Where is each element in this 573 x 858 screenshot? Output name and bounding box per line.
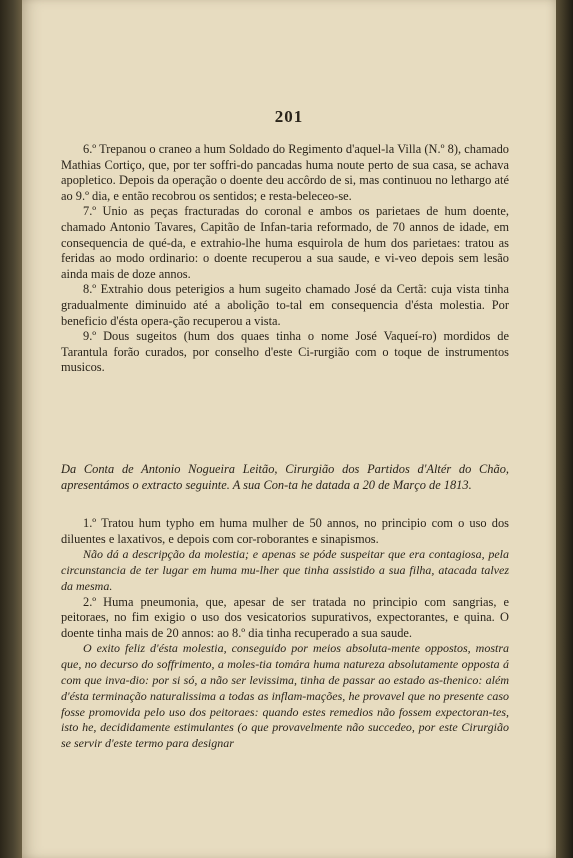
case-8-paragraph: 8.º Extrahio dous peterigios a hum sugeito chamado José da Certã: cuja vista tinha gradualmente diminuido até a abolição to-tal em consequencia d'ésta molestia. Por beneficio d'ésta opera-ção recuperou a vista. — [61, 282, 509, 328]
book-gutter — [0, 0, 22, 858]
report-note-1: Não dá a descripção da molestia; e apenas se póde suspeitar que era contagiosa, pela circunstancia de ter lugar em huma mu-lher que tinha assistido a sua filha, atacada talvez da mesma. — [61, 547, 509, 593]
report-case-1-paragraph: 1.º Tratou hum typho em huma mulher de 50 annos, no principio com o uso dos diluentes e laxativos, e depois com cor-roborantes e sinapismos. — [61, 516, 509, 546]
case-list-section — [61, 142, 509, 376]
book-page — [22, 0, 556, 858]
case-9-paragraph: 9.º Dous sugeitos (hum dos quaes tinha o nome José Vaqueí-ro) mordidos de Tarantula forão curados, por conselho d'este Ci-rurgião com o toque de instrumentos musicos. — [61, 329, 509, 375]
report-case-2-paragraph: 2.º Huma pneumonia, que, apesar de ser tratada no principio com sangrias, e peitoraes, no fim exigio o uso dos vesicatorios supurativos, expectorantes, e quina. O doente tinha mais de 20 annos: ao 8.º dia tinha recuperado a sua saude. — [61, 594, 509, 640]
case-6-paragraph: 6.º Trepanou o craneo a hum Soldado do Regimento d'aquel-la Villa (N.º 8), chamado Mathias Cortiço, que, por ter soffri-do pancadas huma noute perto de sua casa, se achava apopletico. Depois da operação o doente deu accôrdo de si, mas continuou no lethargo até ao 9.º dia, e então recobrou os sentidos; e resta-beleceo-se. — [61, 142, 509, 203]
source-heading: Da Conta de Antonio Nogueira Leitão, Cirurgião dos Partidos d'Altér do Chão, apresentámos o extracto seguinte. A sua Con-ta he datada a 20 de Março de 1813. — [61, 462, 509, 492]
report-section — [61, 516, 509, 752]
source-heading-block — [61, 462, 509, 493]
page-number: 201 — [274, 107, 304, 126]
report-note-2: O exito feliz d'ésta molestia, conseguido por meios absoluta-mente oppostos, mostra que, no decurso do soffrimento, a moles-tia tomára huma natureza absolutamente opposta á com que inva-dio: por si só, a não ser levissima, tinha de passar ao estado as-thenico: além d'ésta terminação naturalissima a todas as inflam-mações, he provavel que no presente caso fosse promovida pelo uso dos peitoraes: quando estes remedios não fossem expectoran-tes, isto he, decididamente estimulantes (o que provavelmente não succedeo, por este Cirurgião se servir d'este termo para designar — [61, 641, 509, 751]
case-7-paragraph: 7.º Unio as peças fracturadas do coronal e ambos os parietaes de hum doente, chamado Antonio Tavares, Capitão de Infan-taria reformado, de 70 annos de idade, em consequencia de qué-da, e extrahio-lhe huma esquirola de hum dos parietaes: tratou as feridas ao modo ordinario: o doente recuperou a sua saude, e vi-veo depois sem lesão ainda mais de doze annos. — [61, 204, 509, 281]
page-edge-shadow — [556, 0, 573, 858]
